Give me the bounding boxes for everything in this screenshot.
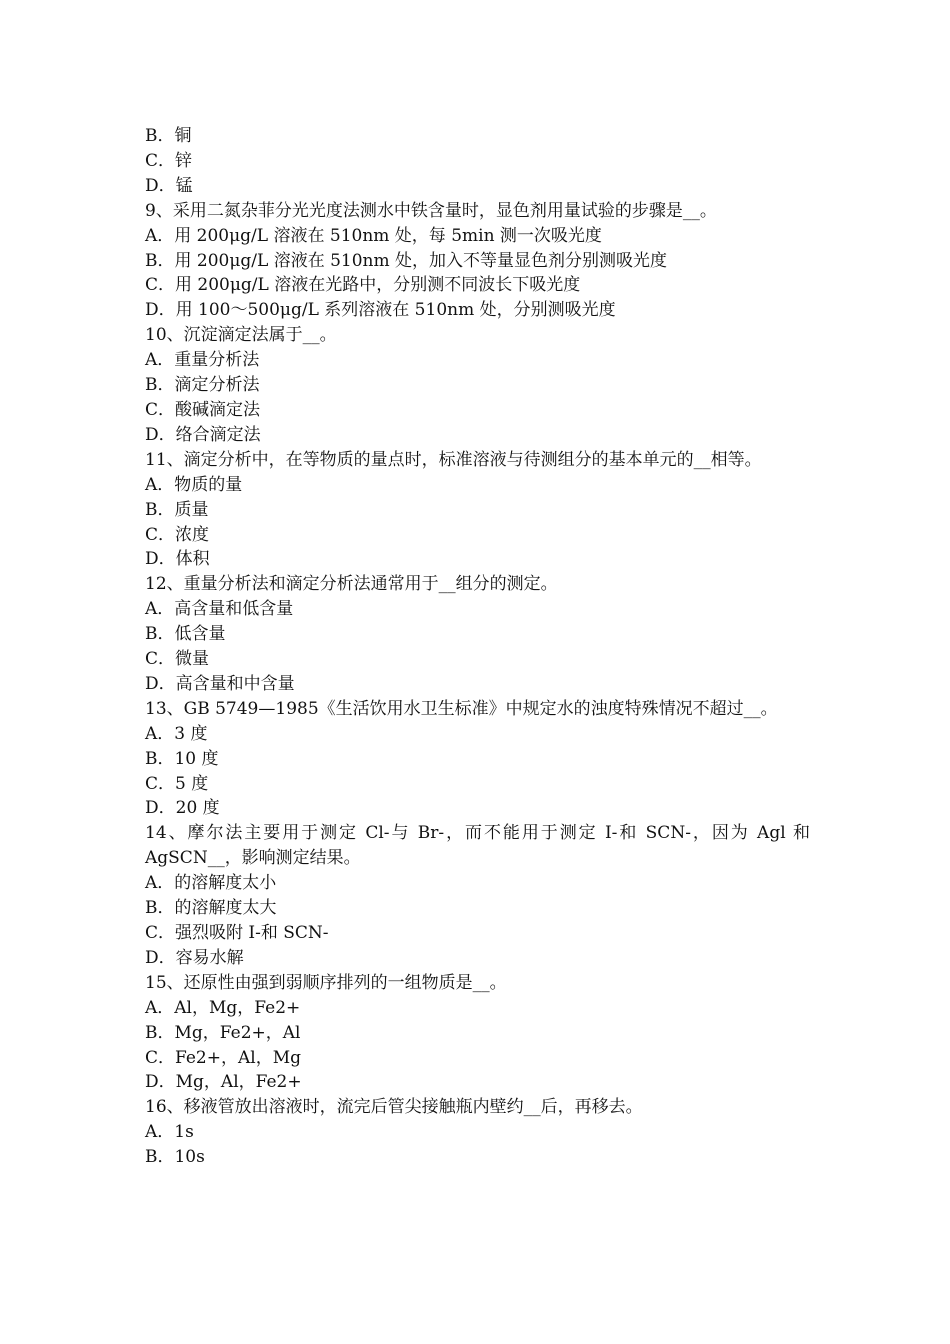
option-text: C．酸碱滴定法 <box>145 399 261 420</box>
option-text: C．强烈吸附 I-和 SCN- <box>145 923 329 943</box>
option-text: A．1s <box>145 1122 194 1143</box>
option-text: D．锰 <box>145 175 193 196</box>
option-text: D．络合滴定法 <box>145 424 261 445</box>
option-text: A．Al，Mg，Fe2+ <box>145 997 301 1018</box>
question-text: 11、滴定分析中，在等物质的量点时，标准溶液与待测组分的基本单元的__相等。 <box>145 449 762 470</box>
option-text: A．3 度 <box>145 723 208 744</box>
option-text: C．用 200μg/L 溶液在光路中，分别测不同波长下吸光度 <box>145 275 581 296</box>
option-text: C．微量 <box>145 649 210 670</box>
option-text: D．20 度 <box>145 798 220 819</box>
option-text: A．高含量和低含量 <box>145 599 294 620</box>
option-text: B．用 200μg/L 溶液在 510nm 处，加入不等量显色剂分别测吸光度 <box>145 250 668 271</box>
document-page <box>145 124 810 1170</box>
question-text: 13、GB 5749—1985《生活饮用水卫生标准》中规定水的浊度特殊情况不超过__。 <box>145 698 778 719</box>
question-text: 12、重量分析法和滴定分析法通常用于__组分的测定。 <box>145 574 558 595</box>
option-text: B．质量 <box>145 499 209 520</box>
option-text: D．容易水解 <box>145 947 244 968</box>
question-text: 10、沉淀滴定法属于__。 <box>145 325 337 346</box>
option-text: A．的溶解度太小 <box>145 873 277 894</box>
option-text: A．重量分析法 <box>145 350 260 371</box>
option-text: B．10s <box>145 1147 205 1168</box>
option-text: C．Fe2+，Al，Mg <box>145 1047 301 1068</box>
option-text: D．体积 <box>145 549 210 570</box>
option-text: B．10 度 <box>145 748 219 769</box>
option-text: B．的溶解度太大 <box>145 898 277 919</box>
question-text: 9、采用二氮杂菲分光光度法测水中铁含量时，显色剂用量试验的步骤是__。 <box>145 200 717 221</box>
option-text: D．Mg，Al，Fe2+ <box>145 1072 302 1093</box>
question-text: 16、移液管放出溶液时，流完后管尖接触瓶内壁约__后，再移去。 <box>145 1097 643 1118</box>
option-text: C．5 度 <box>145 773 209 794</box>
option-text: D．用 100～500μg/L 系列溶液在 510nm 处，分别测吸光度 <box>145 300 616 321</box>
option-text: A．用 200μg/L 溶液在 510nm 处，每 5min 测一次吸光度 <box>145 225 602 246</box>
question-text: 14、摩尔法主要用于测定 Cl-与 Br-，而不能用于测定 I-和 SCN-，因为 Agl 和 AgSCN__，影响测定结果。 <box>145 823 810 869</box>
option-text: B．低含量 <box>145 624 226 645</box>
option-text: B．铜 <box>145 126 192 146</box>
option-text: C．浓度 <box>145 524 210 545</box>
option-text: C．锌 <box>145 150 193 171</box>
option-text: D．高含量和中含量 <box>145 673 295 694</box>
option-text: A．物质的量 <box>145 474 243 495</box>
option-text: B．滴定分析法 <box>145 375 260 396</box>
question-text: 15、还原性由强到弱顺序排列的一组物质是__。 <box>145 972 507 993</box>
option-text: B．Mg，Fe2+，Al <box>145 1022 301 1043</box>
